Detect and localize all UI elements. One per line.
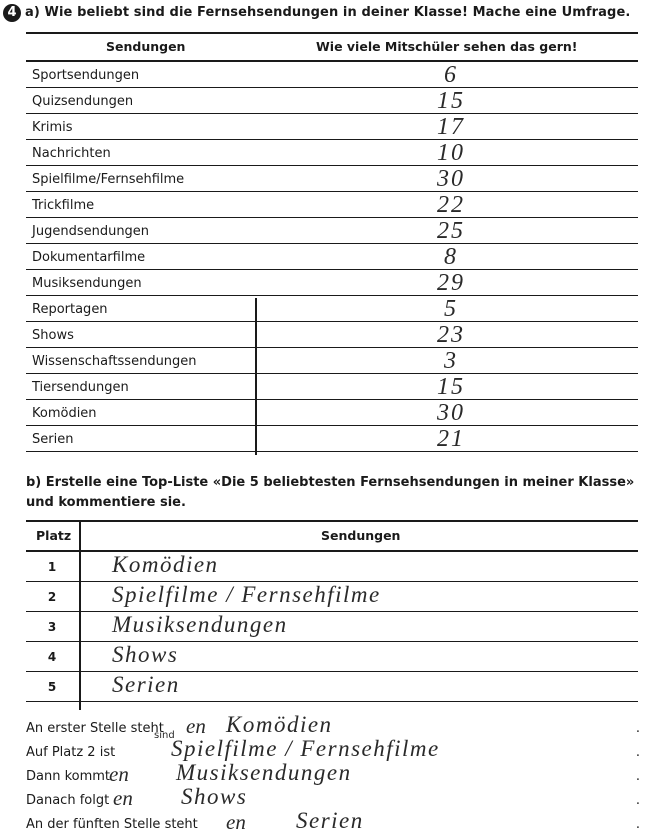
comment-line xyxy=(26,808,638,832)
survey-row xyxy=(26,140,638,166)
top-list-row xyxy=(26,612,638,642)
header-shows: Sendungen xyxy=(106,39,186,54)
handwritten-show: Shows xyxy=(112,642,179,667)
survey-table-divider xyxy=(255,298,257,455)
show-name: Shows xyxy=(32,328,74,343)
sentence-start: An erster Stelle steht xyxy=(26,721,164,736)
handwritten-show: Spielfilme / Fernsehfilme xyxy=(112,582,381,607)
handwritten-answer: Shows xyxy=(181,784,248,809)
survey-row xyxy=(26,166,638,192)
handwritten-count: 29 xyxy=(437,270,465,296)
comment-sentences xyxy=(26,712,638,832)
survey-row xyxy=(26,114,638,140)
handwritten-ending: en xyxy=(186,714,206,738)
task-number-badge: 4 xyxy=(3,4,21,22)
handwritten-answer: Musiksendungen xyxy=(176,760,352,785)
comment-line xyxy=(26,760,638,784)
sentence-start: Dann kommt xyxy=(26,769,111,784)
task-a-title: a) Wie beliebt sind die Fernsehsendungen in deiner Klasse! Mache eine Umfrage. xyxy=(25,5,631,20)
handwritten-count: 8 xyxy=(444,244,458,270)
place-number: 2 xyxy=(47,590,57,604)
survey-table xyxy=(26,32,638,452)
comment-line xyxy=(26,712,638,736)
handwritten-count: 15 xyxy=(437,88,465,114)
sentence-period: . xyxy=(635,793,640,808)
comment-line xyxy=(26,784,638,808)
show-name: Sportsendungen xyxy=(32,68,140,83)
handwritten-count: 22 xyxy=(437,192,465,218)
survey-row xyxy=(26,348,638,374)
show-name: Komödien xyxy=(32,406,97,421)
sentence-start: Danach folgt xyxy=(26,793,110,808)
handwritten-ending: en xyxy=(109,762,129,786)
handwritten-count: 3 xyxy=(444,348,458,374)
survey-row xyxy=(26,426,638,452)
place-number: 3 xyxy=(47,620,57,634)
handwritten-count: 10 xyxy=(437,140,465,166)
survey-row xyxy=(26,270,638,296)
handwritten-ending: en xyxy=(226,810,246,834)
show-name: Nachrichten xyxy=(32,146,111,161)
sentence-period: . xyxy=(635,769,640,784)
task-b-title: b) Erstelle eine Top-Liste «Die 5 beliebtesten Fernsehsendungen in meiner Klasse» und kommentiere sie. xyxy=(26,475,635,510)
survey-row xyxy=(26,62,638,88)
sentence-period: . xyxy=(635,745,640,760)
handwritten-count: 5 xyxy=(444,296,458,322)
handwritten-count: 30 xyxy=(437,166,465,192)
handwritten-insert: sind xyxy=(154,730,175,741)
show-name: Wissenschaftssendungen xyxy=(32,354,197,369)
sentence-start: An der fünften Stelle steht xyxy=(26,817,198,832)
handwritten-count: 17 xyxy=(437,114,465,140)
handwritten-count: 6 xyxy=(444,62,458,88)
survey-row xyxy=(26,244,638,270)
header-show: Sendungen xyxy=(321,528,401,543)
handwritten-show: Komödien xyxy=(112,552,219,577)
handwritten-count: 15 xyxy=(437,374,465,400)
show-name: Reportagen xyxy=(32,302,108,317)
top-list-divider xyxy=(79,520,81,710)
sentence-period: . xyxy=(635,721,640,736)
handwritten-count: 30 xyxy=(437,400,465,426)
handwritten-ending: en xyxy=(113,786,133,810)
top-list-table xyxy=(26,520,638,702)
survey-table-header xyxy=(26,34,638,62)
handwritten-count: 23 xyxy=(437,322,465,348)
handwritten-answer: Komödien xyxy=(226,712,333,737)
show-name: Musiksendungen xyxy=(32,276,142,291)
survey-row xyxy=(26,218,638,244)
survey-row xyxy=(26,322,638,348)
handwritten-answer: Spielfilme / Fernsehfilme xyxy=(171,736,440,761)
handwritten-answer: Serien xyxy=(296,808,364,833)
show-name: Trickfilme xyxy=(32,198,95,213)
top-list-header xyxy=(26,522,638,552)
sentence-start: Auf Platz 2 ist xyxy=(26,745,116,760)
top-list-row xyxy=(26,582,638,612)
top-list-row xyxy=(26,552,638,582)
comment-line xyxy=(26,730,640,761)
sentence-period: . xyxy=(635,817,640,832)
handwritten-show: Musiksendungen xyxy=(112,612,288,637)
survey-row xyxy=(26,400,638,426)
header-place: Platz xyxy=(36,528,72,543)
show-name: Quizsendungen xyxy=(32,94,134,109)
place-number: 1 xyxy=(47,560,57,574)
show-name: Jugendsendungen xyxy=(32,224,150,239)
show-name: Tiersendungen xyxy=(32,380,129,395)
place-number: 4 xyxy=(47,650,57,664)
header-count: Wie viele Mitschüler sehen das gern! xyxy=(316,39,578,54)
show-name: Serien xyxy=(32,432,74,447)
show-name: Dokumentarfilme xyxy=(32,250,146,265)
survey-row xyxy=(26,88,638,114)
top-list-row xyxy=(26,672,638,702)
place-number: 5 xyxy=(47,680,57,694)
handwritten-count: 21 xyxy=(437,426,465,452)
top-list-row xyxy=(26,642,638,672)
show-name: Krimis xyxy=(32,120,73,135)
survey-row xyxy=(26,374,638,400)
handwritten-show: Serien xyxy=(112,672,180,697)
show-name: Spielfilme/Fernsehfilme xyxy=(32,172,185,187)
handwritten-count: 25 xyxy=(437,218,465,244)
survey-row xyxy=(26,296,638,322)
survey-row xyxy=(26,192,638,218)
